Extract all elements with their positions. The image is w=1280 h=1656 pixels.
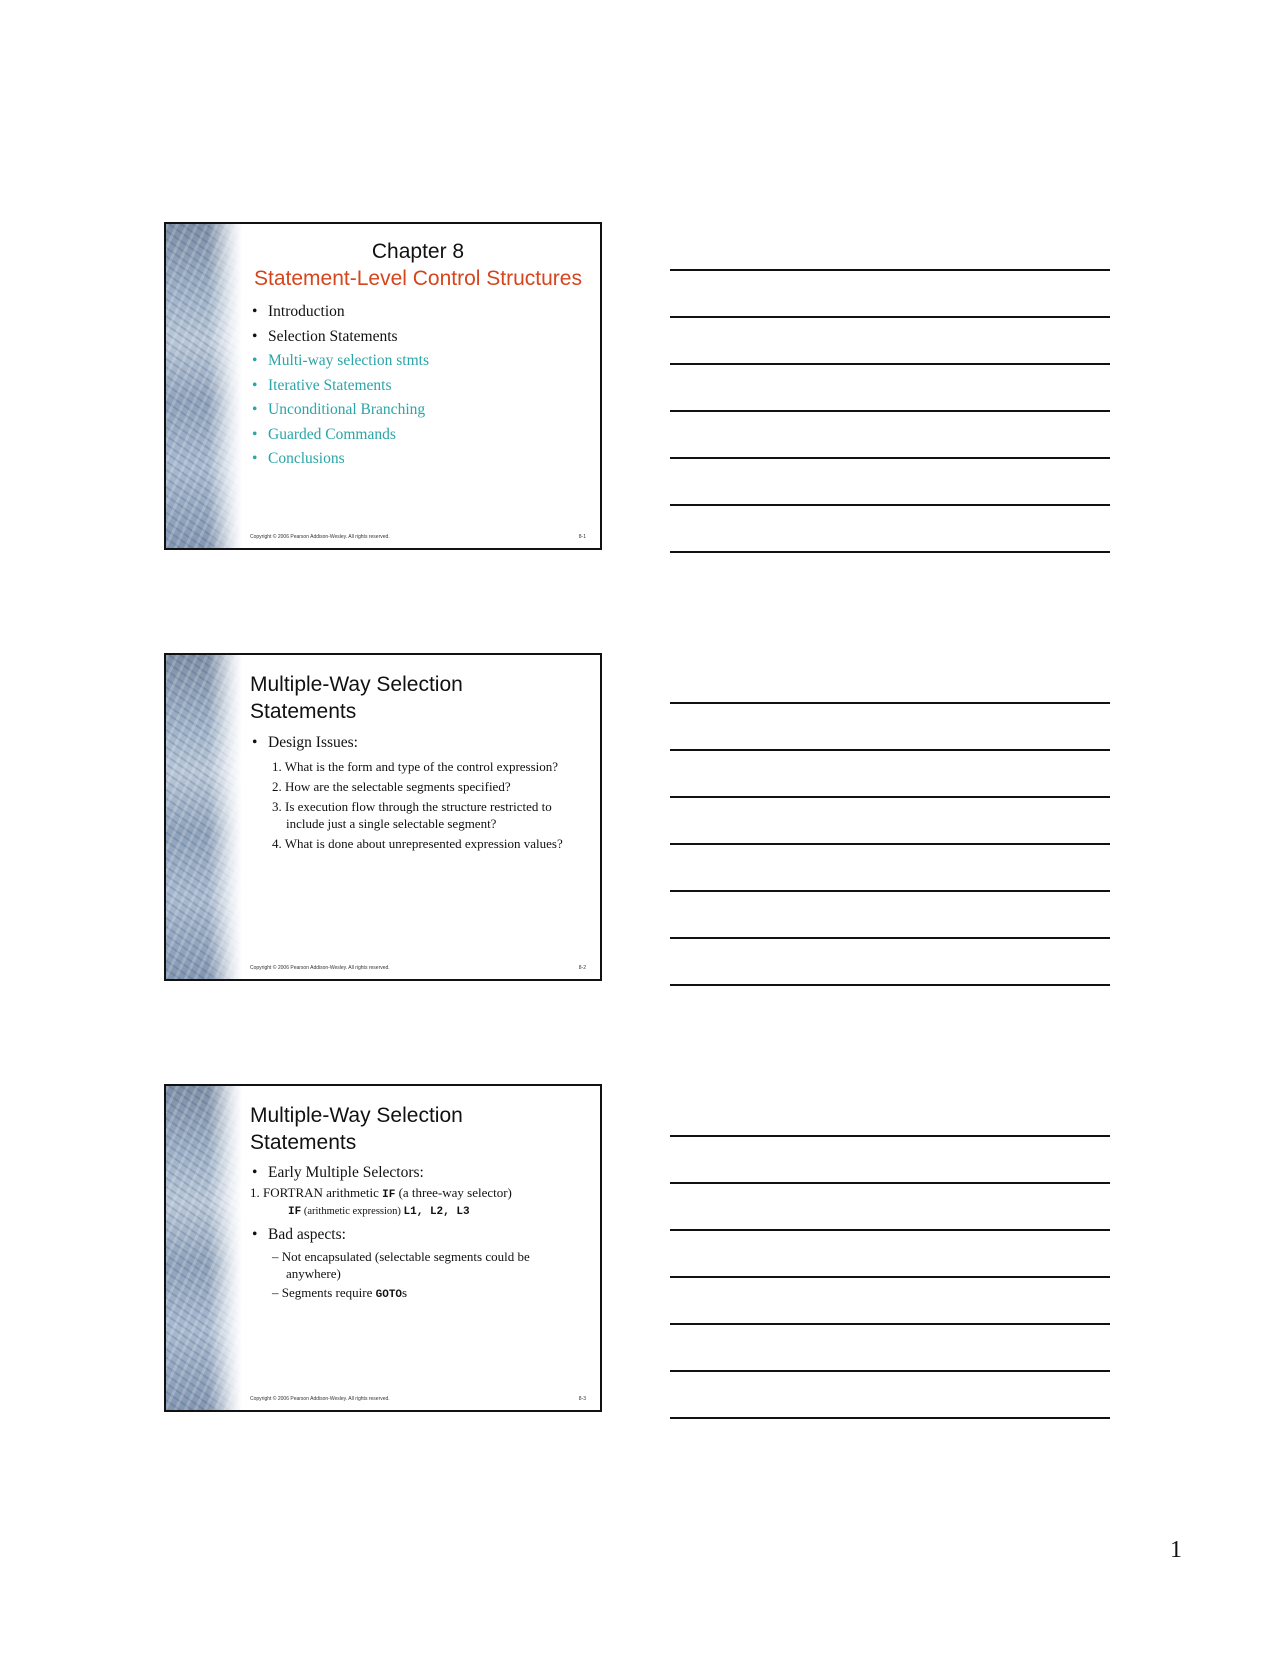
item-text: (a three-way selector) <box>395 1185 512 1200</box>
code-example <box>288 1204 586 1220</box>
code-keyword: IF <box>288 1206 302 1218</box>
copyright-text: Copyright © 2006 Pearson Addison-Wesley. All rights reserved. <box>250 1396 390 1402</box>
bullet-item: • Iterative Statements <box>250 374 586 399</box>
note-line <box>670 843 1110 845</box>
bullet-item: • Multi-way selection stmts <box>250 349 586 374</box>
slide-number: 8-1 <box>578 534 586 540</box>
slide-1 <box>164 222 602 550</box>
note-line <box>670 1370 1110 1372</box>
note-line <box>670 984 1110 986</box>
bullet-item: • Unconditional Branching <box>250 398 586 423</box>
slide-title: Chapter 8 <box>371 240 465 263</box>
bullet-item: • Design Issues: <box>250 731 586 756</box>
slide-background-image <box>166 224 242 548</box>
note-line <box>670 796 1110 798</box>
bullet-item: • Early Multiple Selectors: <box>250 1162 586 1184</box>
slide-footer <box>250 1396 586 1402</box>
slide-number: 8-3 <box>578 1396 586 1402</box>
numbered-item: 3. Is execution flow through the structure restricted to include just a single selectable segment? <box>272 798 552 831</box>
note-line <box>670 890 1110 892</box>
dash-list <box>272 1248 586 1304</box>
note-line <box>670 1182 1110 1184</box>
note-line <box>670 1323 1110 1325</box>
dash-item <box>272 1284 586 1304</box>
slide-content <box>250 669 586 969</box>
numbered-item: 2. How are the selectable segments specified? <box>272 778 511 794</box>
slide-footer <box>250 534 586 540</box>
note-line <box>670 269 1110 271</box>
note-line <box>670 1417 1110 1419</box>
note-line <box>670 702 1110 704</box>
bullet-item: • Selection Statements <box>250 325 586 350</box>
item-text: s <box>402 1285 408 1300</box>
code-keyword: GOTO <box>375 1289 403 1301</box>
slide-footer <box>250 965 586 971</box>
slide-2 <box>164 653 602 981</box>
code-labels: L1, L2, L3 <box>403 1206 470 1218</box>
numbered-item: 4. What is done about unrepresented expression values? <box>272 835 563 851</box>
note-line <box>670 749 1110 751</box>
slide-subtitle: Statement-Level Control Structures <box>254 267 582 290</box>
code-keyword: IF <box>382 1189 396 1201</box>
slide-content <box>250 1100 586 1400</box>
copyright-text: Copyright © 2006 Pearson Addison-Wesley. All rights reserved. <box>250 965 390 971</box>
slide-background-image <box>166 1086 242 1410</box>
slide-title: Multiple-Way Selection <box>250 673 463 696</box>
note-line <box>670 937 1110 939</box>
slide-content <box>250 238 586 538</box>
item-text: – Segments require <box>272 1285 376 1300</box>
bullet-list <box>250 300 586 472</box>
numbered-item: 1. What is the form and type of the control expression? <box>272 758 559 774</box>
bullet-item: • Bad aspects: <box>250 1224 586 1246</box>
numbered-list <box>272 758 586 852</box>
slide-3 <box>164 1084 602 1412</box>
note-line <box>670 363 1110 365</box>
note-line <box>670 1276 1110 1278</box>
dash-item: – Not encapsulated (selectable segments could be anywhere) <box>272 1249 530 1281</box>
note-line <box>670 410 1110 412</box>
bullet-item: • Introduction <box>250 300 586 325</box>
bullet-item: • Guarded Commands <box>250 423 586 448</box>
copyright-text: Copyright © 2006 Pearson Addison-Wesley. All rights reserved. <box>250 534 390 540</box>
item-text: 1. FORTRAN arithmetic <box>250 1185 383 1200</box>
note-line <box>670 1135 1110 1137</box>
slide-title: Multiple-Way Selection <box>250 1104 463 1127</box>
numbered-item <box>250 1184 586 1204</box>
note-line <box>670 504 1110 506</box>
note-line <box>670 551 1110 553</box>
bullet-list <box>250 731 586 756</box>
code-text: (arithmetic expression) <box>301 1206 404 1217</box>
note-line <box>670 1229 1110 1231</box>
note-line <box>670 316 1110 318</box>
bullet-item: • Conclusions <box>250 447 586 472</box>
slide-title-line2: Statements <box>250 1131 357 1154</box>
note-line <box>670 457 1110 459</box>
slide-title-line2: Statements <box>250 700 357 723</box>
slide-background-image <box>166 655 242 979</box>
slide-number: 8-2 <box>578 965 586 971</box>
page-number: 1 <box>1170 1537 1182 1563</box>
